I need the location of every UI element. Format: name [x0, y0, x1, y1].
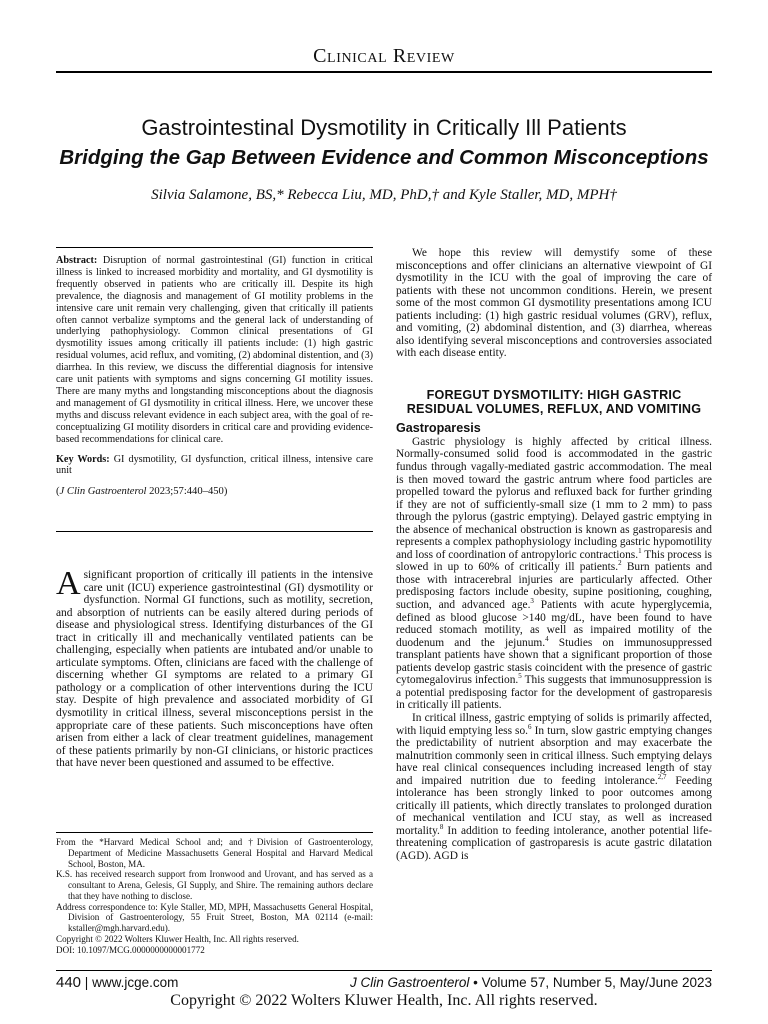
intro-section — [56, 565, 373, 770]
section-heading-line-2: RESIDUAL VOLUMES, REFLUX, AND VOMITING — [406, 402, 702, 417]
citation-journal: J Clin Gastroenterol — [59, 486, 147, 498]
journal-name: J Clin Gastroenterol — [350, 975, 470, 990]
abstract — [56, 255, 373, 446]
section-heading-line-1: FOREGUT DYSMOTILITY: HIGH GASTRIC — [426, 387, 682, 402]
author-list: Silvia Salamone, BS,* Rebecca Liu, MD, PhD,† and Kyle Staller, MD, MPH† — [151, 187, 617, 203]
ref-3[interactable]: 3 — [530, 597, 534, 606]
gastroparesis-paragraph-1: Gastric physiology is highly affected by critical illness. Normally-consumed solid food is accommodated in the gastric fundus through vagally-mediated gastric accommodation. The meal is then moved toward the gastric antrum where food particles are propelled toward the pylorus and refluxed back for further grinding if they are not of sufficiently-small size (1 mm to 2 mm) to pass through the pylorus (gastric emptying). Delayed gastric emptying in the absence of mechanical obstruction is known as gastroparesis and represents a complex pathophysiology including gastric hypomotility and loss of coordination of antropyloric contractions.$^1$ This process is slowed in up to 60% of critically ill patients.$^2$ Burn patients and those with intracerebral injuries are particularly affected. Other predisposing factors include obesity, supine positioning, coughing, suction, and advanced age.$^3$ Patients with acute hyperglycemia, defined as blood glucose >140 mg/dL, have been found to have reduced stomach motility, as well as impaired motility of the duodenum and the jejunum.$^4$ Studies on immunosuppressed transplant patients have shown that a significant proportion of those patients develop gastric stasis coincident with the presence of gastric cytomegalovirus infection.$^5$ This suggests that immunosuppression is a potential predisposing factor for the development of gastroparesis in critically ill patients. — [396, 435, 713, 712]
footnote-rule — [56, 832, 373, 833]
citation-details: 2023;57:440–450) — [149, 486, 228, 498]
footer-separator: | — [84, 975, 89, 990]
subheading-gastroparesis: Gastroparesis — [396, 420, 481, 435]
ref-2-7[interactable]: 2,7 — [657, 772, 667, 781]
gastroparesis-paragraph-2: In critical illness, gastric emptying of solids is primarily affected, with liquid emptying less so.$^6$ In turn, slow gastric emptying changes the predictability of nutrient absorption and may exacerbate the malnutrition commonly seen in critical illness. Such emptying delays have real clinical consequences including increased length of stay and impaired nutrition due to feeding intolerance.$^{2,7}$ Feeding intolerance has been strongly linked to poor outcomes among critically ill patients, which directly translates to prolonged duration of mechanical ventilation and ICU stay, as well as increased mortality.$^8$ In addition to feeding intolerance, another potential life-threatening complication of gastroparesis is acute gastric dilatation (AGD). AGD is — [396, 711, 713, 862]
abstract-box — [56, 247, 373, 532]
ref-8[interactable]: 8 — [439, 823, 444, 832]
page-footer — [56, 974, 712, 994]
copyright-notice: Copyright © 2022 Wolters Kluwer Health, Inc. All rights reserved. — [170, 992, 598, 1009]
footnote-copyright: Copyright © 2022 Wolters Kluwer Health, Inc. All rights reserved. — [56, 933, 299, 944]
citation — [56, 486, 373, 498]
ref-1[interactable]: 1 — [638, 547, 642, 556]
footnotes — [56, 837, 373, 955]
footnote-disclosure: K.S. has received research support from Ironwood and Urovant, and has served as a consultant to Arena, Gelesis, GI Supply, and Shire. The remaining authors declare that they have nothing to disclose. — [56, 869, 373, 901]
footer-left — [56, 974, 178, 991]
top-rule — [56, 71, 712, 73]
review-intro-paragraph: We hope this review will demystify some of these misconceptions and offer clinicians an alternative viewpoint of GI dysmotility in the ICU with the goal of improving the care of patients with these not uncommon conditions. Herein, we present some of the most common GI dysmotility presentations among ICU patients including: (1) high gastric residual volumes (GRV), reflux, and vomiting, (2) abdominal distention, and (3) diarrhea, whereas also identifying several misconceptions and controversies associated with each disease entity. — [396, 247, 712, 360]
journal-issue-info — [350, 975, 712, 990]
abstract-label: Abstract: — [56, 255, 98, 266]
ref-4[interactable]: 4 — [545, 634, 549, 643]
section-heading-foregut — [396, 388, 712, 417]
section-label: Clinical Review — [313, 45, 455, 67]
footer-rule — [56, 970, 712, 971]
citation-paren: ( — [56, 486, 60, 498]
right-column — [396, 247, 712, 863]
keywords — [56, 454, 373, 478]
journal-website-link[interactable]: www.jcge.com — [92, 975, 179, 990]
footnote-doi: DOI: 10.1097/MCG.0000000000001772 — [56, 944, 205, 955]
footnote-affiliation: From the *Harvard Medical School and; and †Division of Gastroenterology, Department of Medicine Massachusetts General Hospital and Harvard Medical School, Boston, MA. — [56, 837, 373, 869]
ref-2[interactable]: 2 — [618, 559, 622, 568]
intro-paragraph — [56, 565, 373, 770]
ref-5[interactable]: 5 — [518, 672, 522, 681]
page-number: 440 — [56, 974, 82, 991]
issue-details: • Volume 57, Number 5, May/June 2023 — [473, 975, 712, 990]
drop-cap: A — [56, 565, 81, 602]
ref-6[interactable]: 6 — [528, 722, 532, 731]
intro-text: significant proportion of critically ill patients in the intensive care unit (ICU) experience gastrointestinal (GI) dysmotility or dysfunction. Normal GI functions, such as motility, secretion, and absorption of nutrients can be easily altered during periods of disease and physiological stress. Identifying disturbances of the GI tract in critically ill and mechanically ventilated patients can be challenging, especially when patients are intubated and/or unable to articulate symptoms. Often, clinicians are faced with the challenge of discerning whether GI symptoms are related to a primary GI pathology or a complication of other interventions during the ICU stay. Despite of high prevalence and associated morbidity of GI dysmotility in critical illness, several misconceptions persist in the appropriate care of these patients. Such misconceptions have often arisen from either a lack of clear treatment guidelines, management of these patients primarily by non-GI clinicians, or historic practices that have never been questioned and assumed to be effective. — [56, 569, 373, 770]
article-subtitle: Bridging the Gap Between Evidence and Common Misconceptions — [59, 146, 709, 169]
footnote-correspondence: Address correspondence to: Kyle Staller, MD, MPH, Massachusetts General Hospital, Division of Gastroenterology, 55 Fruit Street, Boston, MA 02114 (e-mail: kstaller@mgh.harvard.edu). — [56, 901, 373, 933]
article-title: Gastrointestinal Dysmotility in Critically Ill Patients — [141, 115, 627, 140]
keywords-text: GI dysmotility, GI dysfunction, critical illness, intensive care unit — [56, 453, 373, 477]
keywords-label: Key Words: — [56, 453, 110, 465]
abstract-text: Disruption of normal gastrointestinal (GI) function in critical illness is linked to increased morbidity and mortality, and GI dysmotility is frequently observed in patients who are critically ill. Despite its high prevalence, the diagnosis and management of GI motility problems in the intensive care unit remain very challenging, given that critically ill patients often cannot verbalize symptoms and the general lack of understanding of underlying pathophysiology. Common clinical presentations of GI dysmotility issues among critically ill patients include: (1) high gastric residual volumes, acid reflux, and vomiting, (2) abdominal distention, and (3) diarrhea. In this review, we discuss the differential diagnosis for intensive care unit patients with symptoms and signs concerning GI motility issues. There are many myths and longstanding misconceptions about the diagnosis and management of GI dysmotility in critical illness. Here, we uncover these myths and discuss relevant evidence in each subject area, with the goal of re-conceptualizing GI motility disorders in critical care and providing evidence-based recommendations for clinical care. — [56, 255, 374, 445]
